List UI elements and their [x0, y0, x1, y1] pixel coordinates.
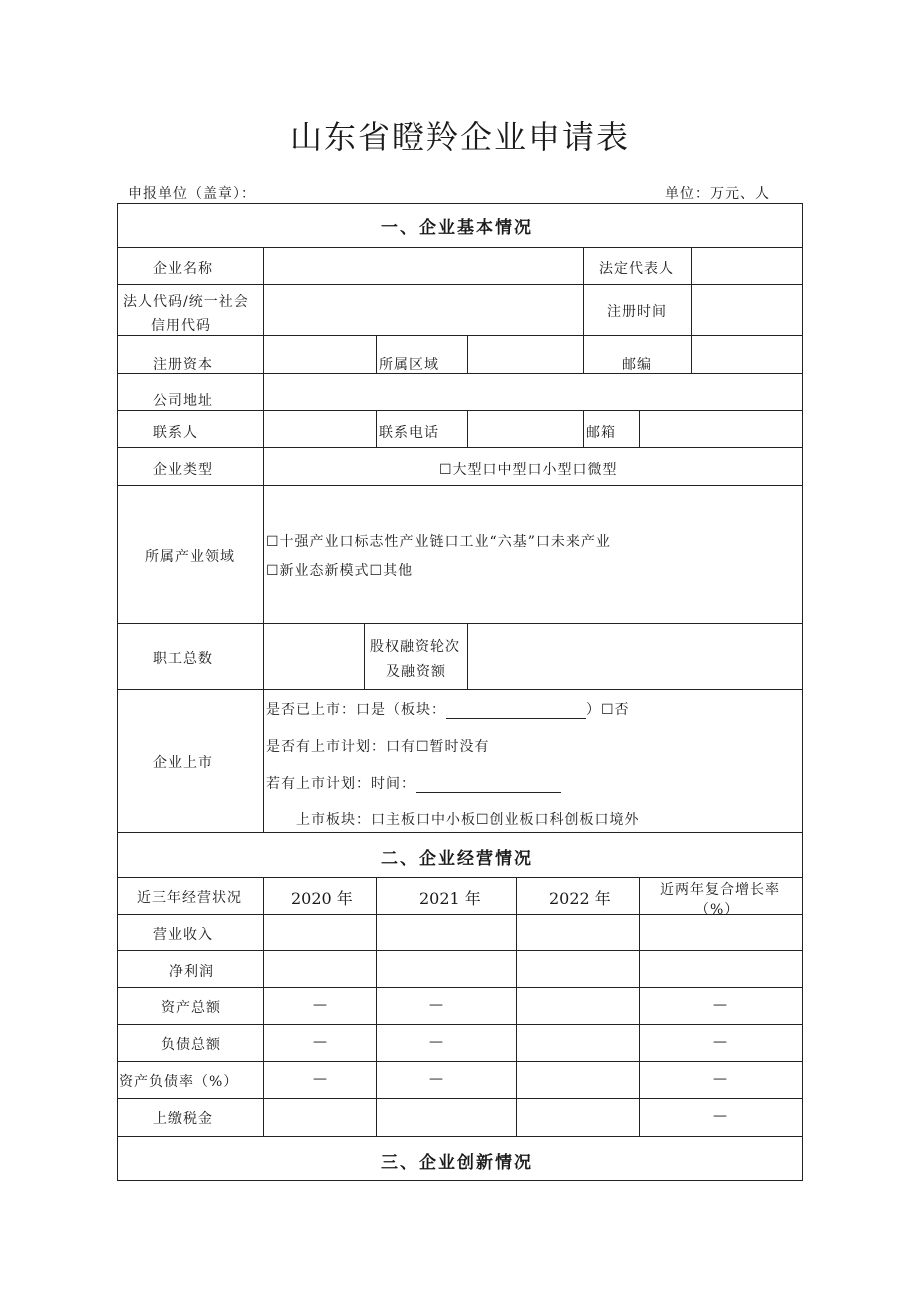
application-table — [117, 203, 803, 1181]
industry-label: 所属产业领域 — [145, 549, 235, 565]
dash-ratio-growth: — — [713, 1071, 727, 1087]
equity-label-line2: 及融资额 — [386, 664, 446, 680]
company-type-label: 企业类型 — [153, 462, 213, 478]
listing-label: 企业上市 — [153, 755, 213, 771]
growth-header-line1: 近两年复合增长率 — [660, 882, 780, 898]
row-debt-ratio-label: 资产负债率（%） — [119, 1074, 239, 1090]
row-net-profit-label: 净利润 — [169, 964, 214, 980]
row-tax-label: 上缴税金 — [153, 1111, 213, 1127]
year-2020: 2020 年 — [291, 889, 353, 908]
credit-code-label-line2: 信用代码 — [151, 318, 211, 334]
board-blank[interactable] — [446, 704, 586, 719]
industry-options-line2[interactable]: ☐新业态新模式☐其他 — [266, 563, 414, 579]
form-title: 山东省瞪羚企业申请表 — [289, 118, 630, 156]
credit-code-label-line1: 法人代码/统一社会 — [123, 294, 249, 310]
dash-liab-growth: — — [713, 1034, 727, 1050]
row-total-assets-label: 资产总额 — [161, 1000, 221, 1016]
section-basic-heading: 一、企业基本情况 — [381, 218, 533, 238]
reg-capital-label: 注册资本 — [153, 357, 213, 373]
unit-label: 单位：万元、人 — [665, 186, 770, 202]
section-operation-heading: 二、企业经营情况 — [381, 849, 533, 869]
reg-time-label: 注册时间 — [607, 304, 667, 320]
dash-ratio-2020: — — [313, 1071, 327, 1087]
dash-assets-2020: — — [313, 997, 327, 1013]
row-revenue-label: 营业收入 — [153, 927, 213, 943]
company-type-options[interactable]: ☐大型口中型口小型口微型 — [439, 462, 618, 478]
dash-assets-2021: — — [429, 997, 443, 1013]
email-label: 邮箱 — [586, 425, 616, 441]
equity-label-line1: 股权融资轮次 — [370, 639, 460, 655]
phone-label: 联系电话 — [379, 425, 439, 441]
listed-question-text: 是否已上市：口是（板块： — [266, 702, 446, 718]
postcode-label: 邮编 — [622, 357, 652, 373]
row-total-liabilities-label: 负债总额 — [161, 1037, 221, 1053]
address-label: 公司地址 — [153, 393, 213, 409]
contact-label: 联系人 — [153, 425, 198, 441]
applicant-label: 申报单位（盖章）： — [128, 186, 256, 202]
dash-assets-growth: — — [713, 997, 727, 1013]
listed-question[interactable] — [266, 699, 630, 719]
listing-board-options[interactable]: 上市板块：口主板口中小板☐创业板口科创板口境外 — [296, 812, 640, 828]
plan-time-blank[interactable] — [416, 778, 561, 793]
listing-plan-question[interactable]: 是否有上市计划：口有☐暂时没有 — [266, 739, 490, 755]
ops-col-header: 近三年经营状况 — [137, 890, 242, 906]
listing-plan-time[interactable] — [266, 773, 561, 793]
listing-plan-time-label: 若有上市计划：时间： — [266, 776, 416, 792]
staff-label: 职工总数 — [153, 651, 213, 667]
year-2022: 2022 年 — [549, 889, 611, 908]
region-label: 所属区域 — [379, 357, 439, 373]
listed-question-end: ）☐否 — [586, 702, 630, 718]
dash-liab-2020: — — [313, 1034, 327, 1050]
dash-tax-growth: — — [713, 1108, 727, 1124]
industry-options-line1[interactable]: ☐十强产业口标志性产业链口工业“六基”口未来产业 — [266, 534, 611, 550]
company-name-label: 企业名称 — [153, 261, 213, 277]
section-innovation-heading: 三、企业创新情况 — [381, 1153, 533, 1173]
year-2021: 2021 年 — [419, 889, 481, 908]
dash-ratio-2021: — — [429, 1071, 443, 1087]
growth-header-line2: （%） — [695, 902, 740, 918]
legal-rep-label: 法定代表人 — [599, 261, 674, 277]
dash-liab-2021: — — [429, 1034, 443, 1050]
